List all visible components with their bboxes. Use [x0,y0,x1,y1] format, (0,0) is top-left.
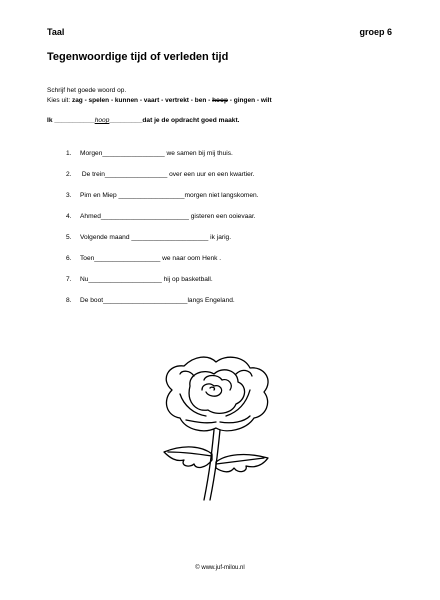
word-choices [47,96,272,106]
example-end: dat je de opdracht goed maakt. [142,117,240,124]
page-title: Tegenwoordige tijd of verleden tijd [47,51,229,63]
question-5 [66,234,231,241]
question-text: Ahmed________________________ gisteren een ooievaar. [80,213,256,220]
question-text: De boot_______________________langs Engeland. [80,297,235,304]
example-answer: hoop [94,117,110,124]
instructions [47,86,272,106]
group-label: groep 6 [359,27,392,37]
example-start: Ik [47,117,55,124]
question-1 [66,150,233,157]
question-text: Toen__________________ we naar oom Henk . [80,255,222,262]
choices-struck-word: hoop [212,97,228,104]
question-8 [66,297,235,304]
question-text: Morgen_________________ we samen bij mij thuis. [80,150,233,157]
question-number: 6. [66,255,72,262]
question-text: De trein_________________ over een uur en een kwartier. [80,171,255,178]
question-2 [66,171,255,178]
example-sentence [47,117,239,124]
question-number: 2. [66,171,72,178]
question-6 [66,255,221,262]
question-3 [66,192,259,199]
choices-prefix: Kies uit: [47,97,72,104]
question-number: 1. [66,150,72,157]
question-number: 4. [66,213,72,220]
example-blank-end: _________ [109,117,143,124]
choices-words-end: - gingen - wilt [227,97,272,104]
question-number: 3. [66,192,72,199]
question-number: 7. [66,276,72,283]
example-blank: ___________ [54,117,95,124]
choices-words: zag - spelen - kunnen - vaart - vertrekt - ben - [71,97,213,104]
question-text: Pim en Miep __________________morgen niet langskomen. [80,192,259,199]
question-text: Nu____________________ hij op basketball. [80,276,213,283]
subject-label: Taal [47,27,65,37]
instruction-line: Schrijf het goede woord op. [47,87,127,94]
question-4 [66,213,256,220]
copyright-footer: © www.juf-milou.nl [195,565,245,571]
question-number: 8. [66,297,72,304]
question-7 [66,276,213,283]
question-text: Volgende maand _____________________ ik jarig. [80,234,232,241]
rose-illustration [150,350,290,510]
question-number: 5. [66,234,72,241]
